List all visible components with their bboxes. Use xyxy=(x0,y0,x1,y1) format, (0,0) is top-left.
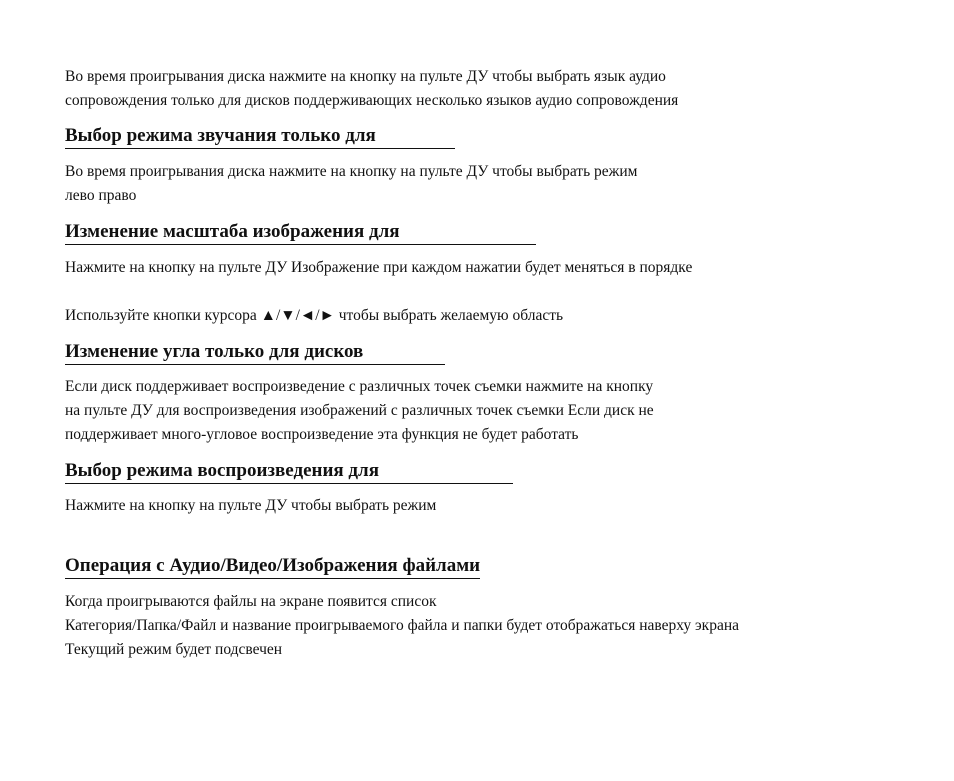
playback-mode-line-1: Нажмите на кнопку на пульте ДУ чтобы выбрать режим xyxy=(65,497,437,514)
zoom-heading: Изменение масштаба изображения для xyxy=(65,221,536,245)
angle-line-1: Если диск поддерживает воспроизведение с различных точек съемки нажмите на кнопку xyxy=(65,378,654,395)
audio-language-line-2: сопровождения только для дисков поддерживающих несколько языков аудио сопровождения xyxy=(65,92,679,109)
files-line-3: Текущий режим будет подсвечен xyxy=(65,641,283,658)
sound-mode-line-1: Во время проигрывания диска нажмите на кнопку на пульте ДУ чтобы выбрать режим xyxy=(65,163,638,180)
zoom-line-1: Нажмите на кнопку на пульте ДУ Изображение при каждом нажатии будет меняться в порядке xyxy=(65,259,693,276)
files-heading: Операция с Аудио/Видео/Изображения файлами xyxy=(65,555,480,579)
angle-line-2: на пульте ДУ для воспроизведения изображений с различных точек съемки Если диск не xyxy=(65,402,654,419)
angle-heading: Изменение угла только для дисков xyxy=(65,341,445,365)
angle-line-3: поддерживает много-угловое воспроизведение эта функция не будет работать xyxy=(65,426,579,443)
playback-mode-heading: Выбор режима воспроизведения для xyxy=(65,460,513,484)
files-line-1: Когда проигрываются файлы на экране появится список xyxy=(65,593,437,610)
audio-language-line-1: Во время проигрывания диска нажмите на кнопку на пульте ДУ чтобы выбрать язык аудио xyxy=(65,68,666,85)
sound-mode-heading: Выбор режима звучания только для xyxy=(65,125,455,149)
files-line-2: Категория/Папка/Файл и название проигрываемого файла и папки будет отображаться наверху экрана xyxy=(65,617,740,634)
sound-mode-line-2: лево право xyxy=(65,187,137,204)
zoom-line-2: Используйте кнопки курсора ▲/▼/◄/► чтобы выбрать желаемую область xyxy=(65,307,564,324)
